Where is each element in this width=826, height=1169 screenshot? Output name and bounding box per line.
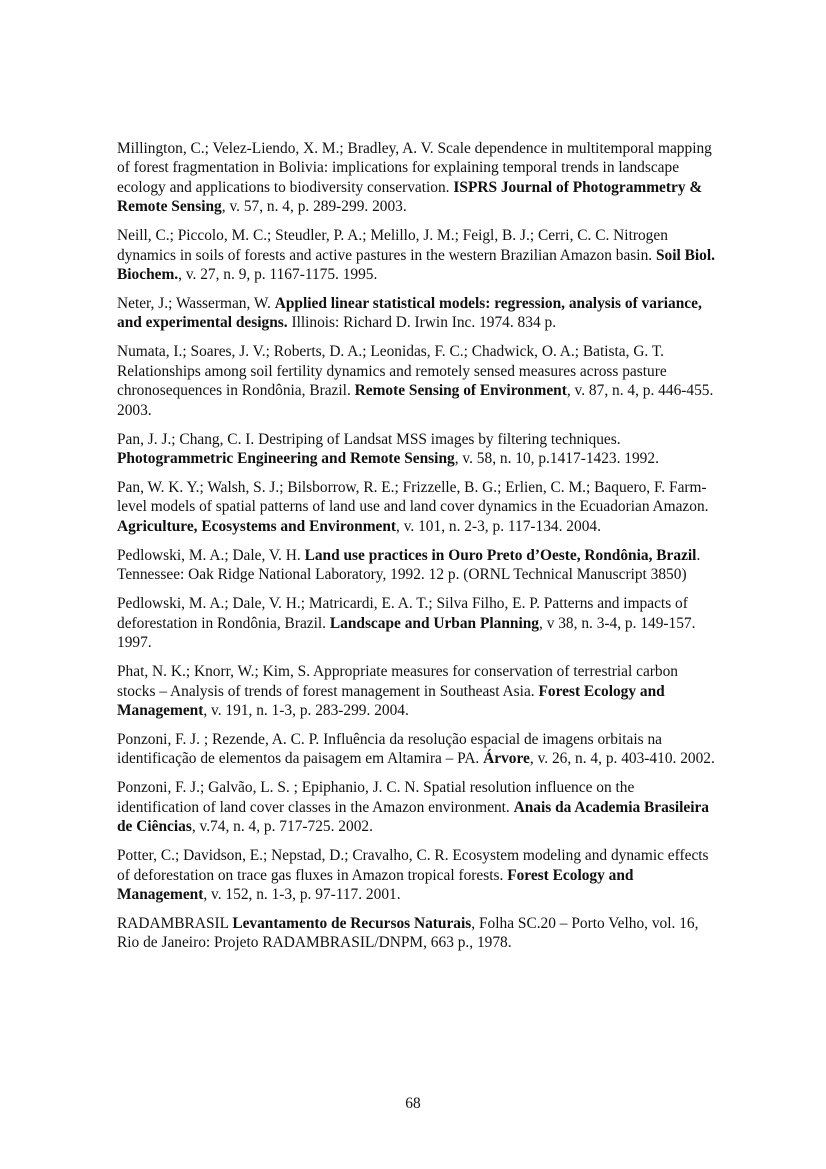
reference-entry xyxy=(117,846,717,904)
reference-text: . Tennessee: Oak Ridge National Laboratory, 1992. 12 p. (ORNL Technical Manuscript 3850) xyxy=(117,546,701,584)
reference-source-title: ISPRS Journal of Photogrammetry & Remote Sensing xyxy=(117,178,703,216)
page-number: 68 xyxy=(405,1095,421,1112)
reference-entry xyxy=(117,662,717,720)
reference-source-title: Remote Sensing of Environment xyxy=(354,382,567,400)
reference-entry xyxy=(117,478,717,536)
reference-source-title: Agriculture, Ecosystems and Environment xyxy=(117,517,397,535)
reference-text: , v. 87, n. 4, p. 446-455. 2003. xyxy=(117,382,714,419)
reference-entry xyxy=(117,914,717,953)
reference-source-title: Forest Ecology and Management xyxy=(117,682,665,719)
reference-text: Illinois: Richard D. Irwin Inc. 1974. 834 p. xyxy=(287,314,557,332)
reference-entry xyxy=(117,778,717,836)
reference-entry xyxy=(117,139,717,217)
reference-text: Phat, N. K.; Knorr, W.; Kim, S. Appropriate measures for conservation of terrestrial carbon stocks – Analysis of trends of forest management in Southeast Asia. xyxy=(117,663,679,700)
reference-text: , v. 26, n. 4, p. 403-410. 2002. xyxy=(529,750,715,768)
reference-source-title: Levantamento de Recursos Naturais xyxy=(232,914,472,932)
reference-text: Neill, C.; Piccolo, M. C.; Steudler, P. A.; Melillo, J. M.; Feigl, B. J.; Cerri, C. C. Nitrogen dynamics in soils of forests and active pastures in the western Brazilian Amazon basin. xyxy=(117,227,668,264)
reference-text: Pan, W. K. Y.; Walsh, S. J.; Bilsborrow, R. E.; Frizzelle, B. G.; Erlien, C. M.; Baquero, F. Farm-level models of spatial patterns of land use and land cover dynamics in the Ecuadorian Amazon. xyxy=(117,479,709,516)
reference-text: RADAMBRASIL xyxy=(117,914,233,932)
reference-source-title: Landscape and Urban Planning xyxy=(329,614,539,632)
reference-text: , v.74, n. 4, p. 717-725. 2002. xyxy=(191,818,373,836)
reference-text: Pan, J. J.; Chang, C. I. Destriping of Landsat MSS images by filtering techniques. xyxy=(117,430,621,448)
reference-text: , v. 191, n. 1-3, p. 283-299. 2004. xyxy=(203,701,409,719)
reference-text: , v. 27, n. 9, p. 1167-1175. 1995. xyxy=(178,266,378,284)
reference-entry xyxy=(117,594,717,652)
reference-text: Ponzoni, F. J.; Galvão, L. S. ; Epiphanio, J. C. N. Spatial resolution influence on the identification of land cover classes in the Amazon environment. xyxy=(117,779,635,816)
reference-source-title: Applied linear statistical models: regression, analysis of variance, and experimental designs. xyxy=(117,295,702,332)
reference-text: , v. 152, n. 1-3, p. 97-117. 2001. xyxy=(203,885,401,903)
reference-entry xyxy=(117,294,717,333)
reference-text: Pedlowski, M. A.; Dale, V. H. xyxy=(117,546,305,564)
reference-entry xyxy=(117,430,717,469)
reference-source-title: Soil Biol. Biochem. xyxy=(117,246,715,284)
reference-text: Millington, C.; Velez-Liendo, X. M.; Bradley, A. V. Scale dependence in multitemporal mapping of forest fragmentation in Bolivia: implications for explaining temporal trends in landscape ecology and applications to biodiversity conservation. xyxy=(117,140,712,196)
reference-text: , v. 101, n. 2-3, p. 117-134. 2004. xyxy=(396,517,601,535)
reference-source-title: Forest Ecology and Management xyxy=(117,866,634,903)
reference-entry xyxy=(117,342,717,420)
reference-text: Potter, C.; Davidson, E.; Nepstad, D.; Cravalho, C. R. Ecosystem modeling and dynamic effects of deforestation on trace gas fluxes in Amazon tropical forests. xyxy=(117,847,709,884)
reference-source-title: Anais da Academia Brasileira de Ciências xyxy=(117,798,709,836)
reference-text: Numata, I.; Soares, J. V.; Roberts, D. A.; Leonidas, F. C.; Chadwick, O. A.; Batista, G. T. Relationships among soil fertility dynamics and remotely sensed measures across pasture chronosequences in Rondônia, Brazil. xyxy=(117,343,667,400)
reference-text: , v. 58, n. 10, p.1417-1423. 1992. xyxy=(454,450,659,468)
reference-entry xyxy=(117,730,717,769)
reference-source-title: Árvore xyxy=(483,750,530,768)
reference-entry xyxy=(117,226,717,284)
reference-text: , Folha SC.20 – Porto Velho, vol. 16, Rio de Janeiro: Projeto RADAMBRASIL/DNPM, 663 p., 1978. xyxy=(117,914,699,952)
reference-entry xyxy=(117,546,717,585)
reference-text: Ponzoni, F. J. ; Rezende, A. C. P. Influência da resolução espacial de imagens orbitais na identificação de elementos da paisagem em Altamira – PA. xyxy=(117,730,662,768)
reference-source-title: Land use practices in Ouro Preto d’Oeste, Rondônia, Brazil xyxy=(304,546,697,564)
reference-text: , v. 57, n. 4, p. 289-299. 2003. xyxy=(221,198,407,216)
reference-text: Pedlowski, M. A.; Dale, V. H.; Matricardi, E. A. T.; Silva Filho, E. P. Patterns and impacts of deforestation in Rondônia, Brazil. xyxy=(117,595,688,632)
reference-text: , v 38, n. 3-4, p. 149-157. 1997. xyxy=(117,614,696,652)
reference-text: Neter, J.; Wasserman, W. xyxy=(117,295,275,313)
reference-source-title: Photogrammetric Engineering and Remote Sensing xyxy=(117,450,455,468)
reference-list xyxy=(117,139,717,962)
